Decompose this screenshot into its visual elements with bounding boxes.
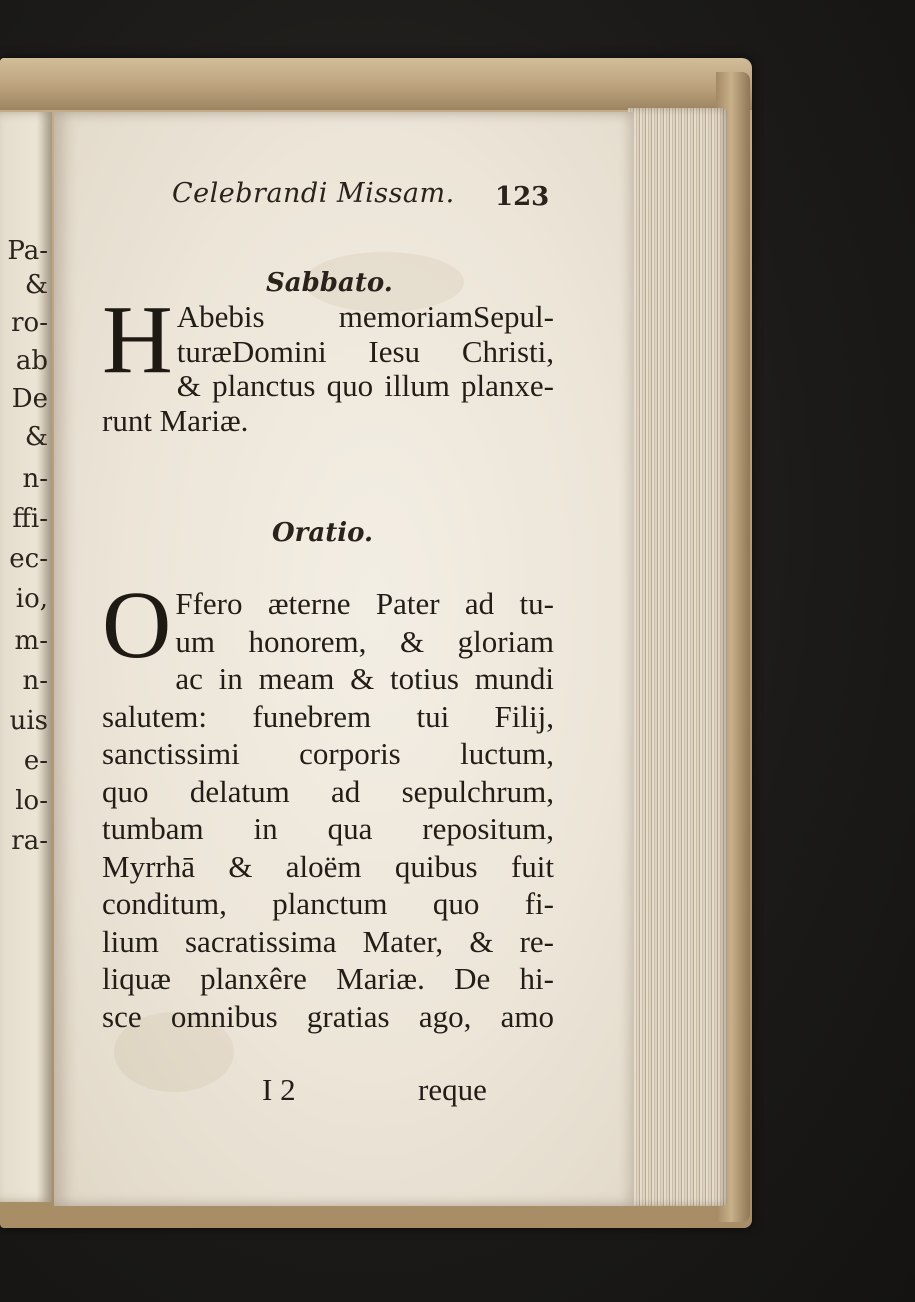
text-line: quo delatum ad sepulchrum, — [102, 773, 554, 809]
text-line: lium sacratissima Mater, & re- — [102, 923, 554, 959]
catchword: reque — [418, 1072, 487, 1107]
prayer-paragraph — [102, 571, 554, 1035]
facing-page-fragment: ra- — [11, 828, 48, 854]
facing-page-fragment: ro- — [11, 310, 48, 336]
text-line: Ffero æterne Pater ad tu- — [175, 586, 554, 621]
facing-page-fragment: m- — [14, 628, 48, 654]
text-line: turæDomini Iesu Christi, — [176, 333, 554, 369]
text-line: conditum, planctum quo fi- — [102, 886, 554, 921]
text-line: runt Mariæ. — [102, 402, 249, 438]
signature-mark: I 2 — [262, 1072, 296, 1107]
facing-page-fragment: & — [24, 272, 48, 298]
facing-page-fragment: ffi- — [12, 506, 48, 532]
prayer-heading: Oratio. — [272, 518, 374, 548]
facing-page-fragment: De — [11, 386, 48, 412]
facing-page-fragment: ab — [15, 348, 48, 374]
text-line: salutem: funebrem tui Filij, — [102, 698, 554, 734]
facing-page-fragment: uis — [9, 708, 48, 734]
section-heading: Sabbato. — [266, 268, 393, 298]
drop-cap: O — [102, 571, 172, 678]
facing-page-fragment: n- — [22, 668, 48, 694]
facing-page-fragment: Pa- — [7, 238, 48, 264]
text-line: ac in meam & totius mundi — [175, 661, 554, 696]
text-line: sanctissimi corporis luctum, — [102, 736, 554, 771]
text-line: Abebis memoriamSepul- — [176, 299, 554, 334]
facing-page-fragment: & — [24, 424, 48, 450]
running-head: Celebrandi Missam. — [172, 178, 455, 209]
book-page — [54, 112, 634, 1206]
facing-page-fragment: io, — [15, 586, 48, 612]
text-line: & planctus quo illum planxe- — [176, 368, 554, 403]
text-line: sce omnibus gratias ago, amo — [102, 998, 554, 1034]
facing-page-fragment: lo- — [15, 788, 48, 814]
facing-page-sliver — [0, 112, 52, 1202]
facing-page-fragment: n- — [22, 466, 48, 492]
text-line: um honorem, & gloriam — [175, 623, 554, 659]
text-line: Myrrhā & aloëm quibus fuit — [102, 848, 554, 884]
book-cover-top-edge — [0, 58, 752, 110]
facing-page-fragment: ec- — [9, 546, 48, 572]
page-number: 123 — [495, 182, 550, 212]
facing-page-fragment: e- — [23, 748, 48, 774]
drop-cap: H — [102, 286, 173, 394]
page-block-fore-edge — [628, 108, 728, 1206]
text-line: tumbam in qua repositum, — [102, 811, 554, 846]
text-line: liquæ planxêre Mariæ. De hi- — [102, 961, 554, 996]
intro-paragraph — [102, 286, 554, 438]
